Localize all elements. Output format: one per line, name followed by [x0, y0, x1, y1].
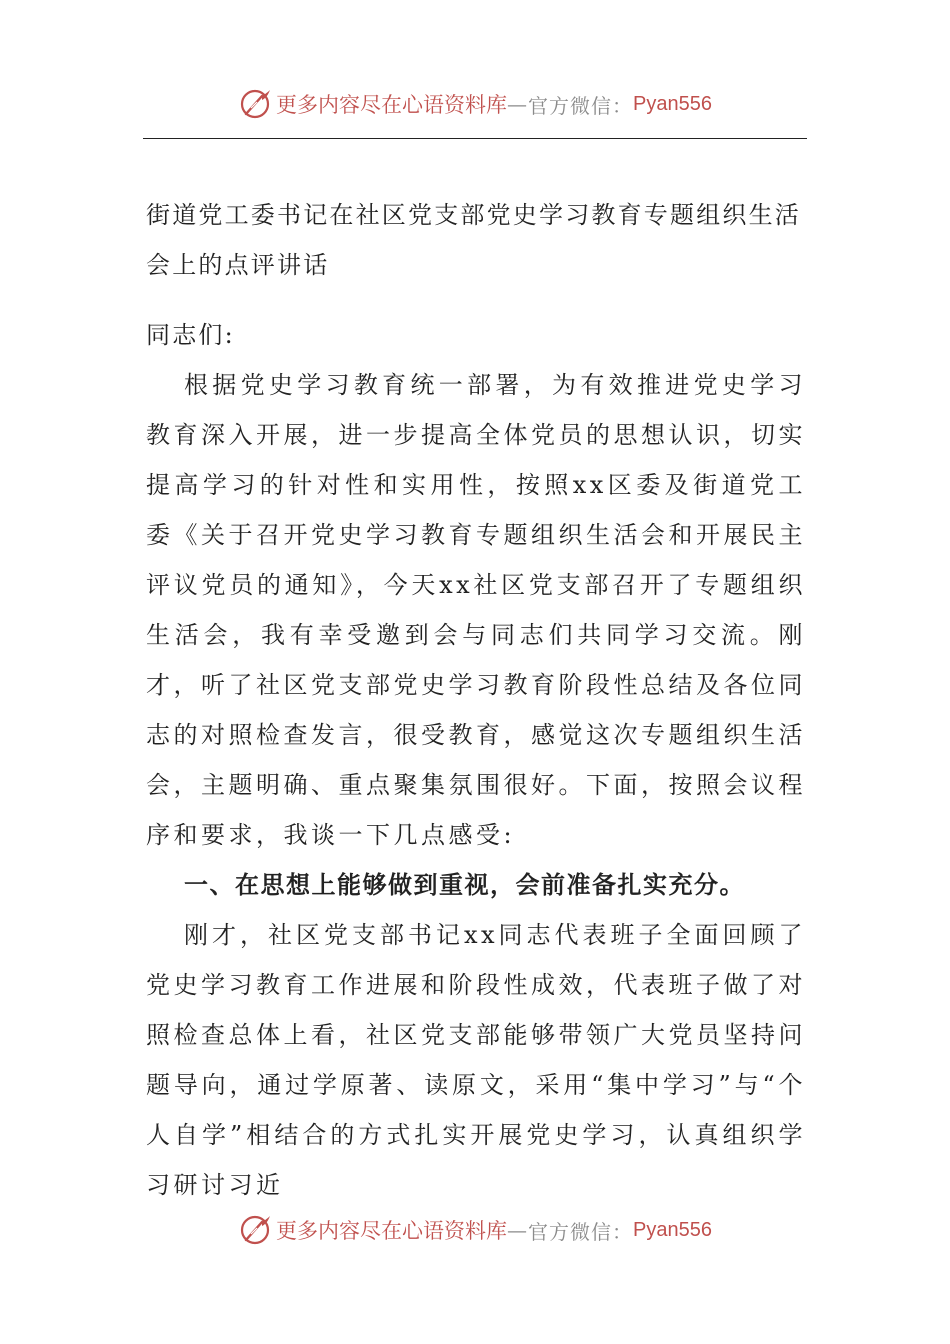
banner-library-text: 更多内容尽在心语资料库 [276, 93, 508, 117]
footer-banner [0, 1208, 950, 1252]
banner-wechat-id: Pyan556 [633, 1218, 712, 1241]
quill-pen-logo-icon [238, 1213, 272, 1247]
banner-wechat-label: 官方微信： [528, 1219, 634, 1244]
banner-wechat-label: 官方微信： [528, 93, 634, 118]
document-title: 街道党工委书记在社区党支部党史学习教育专题组织生活会上的点评讲话 [146, 201, 801, 279]
banner-dash: — [507, 1218, 529, 1242]
greeting: 同志们: [146, 321, 235, 349]
header-banner [0, 82, 950, 126]
paragraph: 刚才，社区党支部书记xx同志代表班子全面回顾了党史学习教育工作进展和阶段性成效，代表班子做了对照检查总体上看，社区党支部能够带领广大党员坚持问题导向，通过学原著、读原文，采用“集中学习”与“个人自学”相结合的方式扎实开展党史学习，认真组织学习研讨习近 [146, 921, 806, 1199]
banner-dash: — [507, 92, 529, 116]
quill-pen-logo-icon [238, 87, 272, 121]
banner-wechat-id: Pyan556 [633, 92, 712, 115]
paragraph: 根据党史学习教育统一部署，为有效推进党史学习教育深入开展，进一步提高全体党员的思想认识，切实提高学习的针对性和实用性，按照xx区委及街道党工委《关于召开党史学习教育专题组织生活会和开展民主评议党员的通知》，今天xx社区党支部召开了专题组织生活会，我有幸受邀到会与同志们共同学习交流。刚才，听了社区党支部党史学习教育阶段性总结及各位同志的对照检查发言，很受教育，感觉这次专题组织生活会，主题明确、重点聚集氛围很好。下面，按照会议程序和要求，我谈一下几点感受: [146, 371, 806, 849]
document-body [146, 190, 806, 1210]
section-heading: 一、在思想上能够做到重视，会前准备扎实充分。 [184, 871, 745, 899]
header-divider [143, 138, 807, 139]
banner-library-text: 更多内容尽在心语资料库 [276, 1219, 508, 1243]
